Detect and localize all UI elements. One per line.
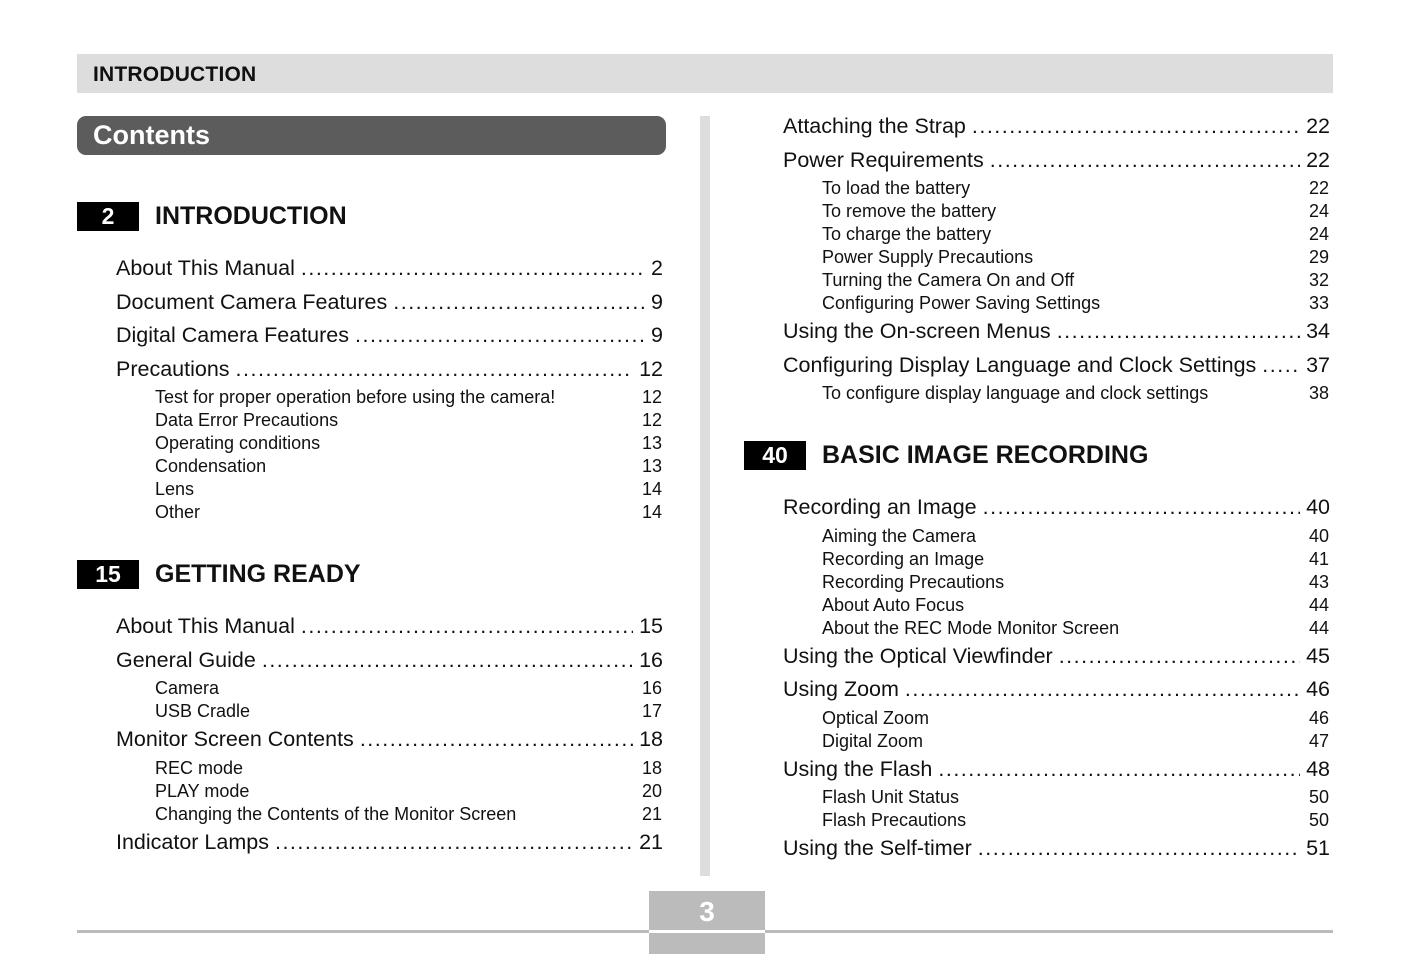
toc-entry-page: 48 xyxy=(1306,756,1330,781)
section-heading xyxy=(77,558,663,590)
toc-entry-page: 34 xyxy=(1306,319,1330,343)
contents-title-bar xyxy=(77,116,666,155)
toc-subentry-label: Condensation xyxy=(155,456,267,476)
toc-subentry[interactable] xyxy=(822,200,1330,223)
toc-entry-label: Document Camera Features xyxy=(116,289,388,314)
toc-entry-page: 15 xyxy=(639,614,663,638)
toc-subentry-page: 12 xyxy=(641,410,662,430)
toc-leader-dots xyxy=(905,673,1300,707)
toc-subentry-label: Recording an Image xyxy=(822,548,985,569)
toc-subentry-label: To load the battery xyxy=(822,178,971,198)
toc-entry[interactable] xyxy=(116,610,663,644)
toc-subentry[interactable] xyxy=(822,809,1330,832)
toc-entry-label: Using Zoom xyxy=(783,677,899,701)
toc-subentry-label: To configure display language and clock settings xyxy=(822,383,1209,403)
right-column xyxy=(744,110,1330,866)
toc-entry-page: 51 xyxy=(1306,836,1330,860)
toc-entry-label: About This Manual xyxy=(116,614,295,638)
section-number: 40 xyxy=(744,441,806,470)
toc-entry-page: 22 xyxy=(1306,114,1330,138)
toc-entry[interactable] xyxy=(116,353,663,387)
toc-leader-dots xyxy=(393,286,645,320)
toc-subentry[interactable] xyxy=(822,617,1330,640)
toc-subentry-page: 20 xyxy=(641,780,662,801)
toc-entry[interactable] xyxy=(116,644,663,678)
toc-subentry-page: 21 xyxy=(641,803,662,824)
toc-leader-dots xyxy=(938,753,1300,787)
toc-entry-page: 18 xyxy=(639,727,663,751)
toc-leader-dots xyxy=(990,144,1300,178)
toc-subentry-label: To charge the battery xyxy=(822,224,992,244)
toc-subentry[interactable] xyxy=(822,246,1330,269)
toc-leader-dots xyxy=(978,832,1300,866)
section-title: BASIC IMAGE RECORDING xyxy=(822,441,1149,469)
section-number: 15 xyxy=(77,560,139,589)
toc-leader-dots xyxy=(301,252,645,286)
toc-subentry-page: 13 xyxy=(641,456,662,476)
toc-entry-page: 21 xyxy=(639,829,663,854)
toc-entry[interactable] xyxy=(116,319,663,353)
toc-leader-dots xyxy=(1059,640,1300,674)
toc-subentry[interactable] xyxy=(822,594,1330,617)
toc-subentry[interactable] xyxy=(822,177,1330,200)
toc-subentry-page: 12 xyxy=(641,387,662,407)
toc-subentry[interactable] xyxy=(822,269,1330,292)
toc-subentry[interactable] xyxy=(822,548,1330,571)
toc-subentry[interactable] xyxy=(155,677,663,700)
toc-subentry-page: 44 xyxy=(1308,617,1329,638)
toc-subentry[interactable] xyxy=(822,223,1330,246)
toc-entry[interactable] xyxy=(783,349,1330,383)
toc-subentry-label: Aiming the Camera xyxy=(822,525,977,546)
toc-entry[interactable] xyxy=(116,286,663,320)
toc-subentry[interactable] xyxy=(822,292,1330,315)
toc-leader-dots xyxy=(983,491,1300,525)
toc-subentry-label: Flash Unit Status xyxy=(822,787,960,807)
toc-list xyxy=(783,110,1330,405)
toc-subentry-page: 24 xyxy=(1308,224,1329,244)
toc-subentry-label: Camera xyxy=(155,678,220,698)
toc-entry-page: 9 xyxy=(651,323,663,347)
toc-subentry[interactable] xyxy=(822,382,1330,405)
toc-subentry[interactable] xyxy=(822,707,1330,730)
toc-subentry-page: 43 xyxy=(1308,571,1329,592)
toc-entry-label: Configuring Display Language and Clock Settings xyxy=(783,352,1257,377)
toc-subentry-page: 50 xyxy=(1308,787,1329,807)
toc-subentry-page: 13 xyxy=(641,433,662,453)
toc-subentry[interactable] xyxy=(822,525,1330,548)
toc-subentry-label: Digital Zoom xyxy=(822,730,924,751)
toc-subentry-label: Recording Precautions xyxy=(822,571,1005,592)
toc-subentry-page: 33 xyxy=(1308,293,1329,313)
toc-entry[interactable] xyxy=(116,723,663,757)
toc-list xyxy=(783,491,1330,866)
toc-entry-label: Using the Self-timer xyxy=(783,836,972,860)
toc-entry-label: Precautions xyxy=(116,356,230,381)
toc-subentry-page: 24 xyxy=(1308,201,1329,221)
page-number: 3 xyxy=(699,896,715,927)
continued-entries xyxy=(744,110,1330,405)
header-bar xyxy=(77,54,1333,93)
section-title: GETTING READY xyxy=(155,560,361,588)
toc-leader-dots xyxy=(262,644,633,678)
toc-subentry-page: 32 xyxy=(1308,270,1329,290)
toc-entry[interactable] xyxy=(783,673,1330,707)
toc-subentry[interactable] xyxy=(155,455,663,478)
toc-subentry[interactable] xyxy=(155,757,663,780)
page-number-box xyxy=(649,891,765,954)
toc-leader-dots xyxy=(1262,349,1300,383)
toc-entry[interactable] xyxy=(783,110,1330,144)
toc-entry-label: Power Requirements xyxy=(783,147,984,172)
toc-subentry-page: 18 xyxy=(641,757,662,778)
toc-list xyxy=(116,610,663,859)
toc-subentry-label: About the REC Mode Monitor Screen xyxy=(822,617,1120,638)
toc-entry-label: Using the Flash xyxy=(783,756,933,781)
toc-entry[interactable] xyxy=(116,252,663,286)
toc-entry[interactable] xyxy=(116,826,663,860)
toc-subentry-page: 41 xyxy=(1308,548,1329,569)
toc-subentry-page: 14 xyxy=(641,479,662,499)
toc-entry[interactable] xyxy=(783,753,1330,787)
section-title: INTRODUCTION xyxy=(155,202,347,230)
toc-entry-label: About This Manual xyxy=(116,256,295,280)
toc-subentry-page: 47 xyxy=(1308,730,1329,751)
toc-subentry-label: Operating conditions xyxy=(155,433,321,453)
section-gap xyxy=(77,524,663,558)
toc-entry-page: 40 xyxy=(1306,495,1330,519)
toc-subentry[interactable] xyxy=(155,386,663,409)
section-heading xyxy=(77,200,663,232)
toc-subentry[interactable] xyxy=(822,786,1330,809)
toc-entry-label: Recording an Image xyxy=(783,495,977,519)
toc-entry-page: 12 xyxy=(639,356,663,381)
toc-subentry-page: 38 xyxy=(1308,383,1329,403)
column-divider xyxy=(700,116,710,876)
toc-list xyxy=(116,252,663,524)
section-heading xyxy=(744,439,1330,471)
page-title: Contents xyxy=(93,120,210,150)
toc-leader-dots xyxy=(236,353,634,387)
toc-entry-page: 45 xyxy=(1306,643,1330,668)
left-column xyxy=(77,200,663,859)
toc-subentry[interactable] xyxy=(155,478,663,501)
toc-subentry[interactable] xyxy=(822,730,1330,753)
toc-entry-label: Indicator Lamps xyxy=(116,829,269,854)
toc-subentry[interactable] xyxy=(155,501,663,524)
toc-subentry-label: REC mode xyxy=(155,757,244,778)
toc-subentry[interactable] xyxy=(155,432,663,455)
toc-leader-dots xyxy=(972,110,1300,144)
toc-subentry[interactable] xyxy=(155,803,663,826)
toc-subentry-page: 14 xyxy=(641,502,662,522)
toc-subentry-page: 17 xyxy=(641,701,662,721)
toc-entry-page: 9 xyxy=(651,289,663,314)
toc-subentry-label: To remove the battery xyxy=(822,201,997,221)
toc-subentry-label: Data Error Precautions xyxy=(155,410,339,430)
toc-entry[interactable] xyxy=(783,491,1330,525)
toc-subentry-label: PLAY mode xyxy=(155,780,250,801)
page-number-separator xyxy=(649,930,765,933)
toc-leader-dots xyxy=(301,610,633,644)
toc-entry-page: 46 xyxy=(1306,677,1330,701)
toc-subentry-page: 29 xyxy=(1308,247,1329,267)
toc-entry[interactable] xyxy=(783,144,1330,178)
toc-leader-dots xyxy=(355,319,645,353)
toc-entry[interactable] xyxy=(783,640,1330,674)
toc-subentry-label: Flash Precautions xyxy=(822,810,967,830)
toc-subentry-page: 40 xyxy=(1308,525,1329,546)
toc-entry-label: Using the Optical Viewfinder xyxy=(783,643,1053,668)
toc-entry-label: General Guide xyxy=(116,647,256,672)
toc-entry-page: 37 xyxy=(1306,352,1330,377)
section-number: 2 xyxy=(77,202,139,231)
toc-subentry-label: Optical Zoom xyxy=(822,707,930,728)
toc-entry-page: 16 xyxy=(639,647,663,672)
toc-subentry-page: 44 xyxy=(1308,594,1329,615)
toc-entry[interactable] xyxy=(783,832,1330,866)
section-gap xyxy=(744,405,1330,439)
toc-subentry[interactable] xyxy=(155,409,663,432)
toc-leader-dots xyxy=(275,826,633,860)
toc-subentry-label: Test for proper operation before using the camera! xyxy=(155,387,556,407)
toc-subentry-label: Turning the Camera On and Off xyxy=(822,270,1075,290)
toc-entry-label: Digital Camera Features xyxy=(116,323,350,347)
toc-subentry[interactable] xyxy=(155,700,663,723)
toc-leader-dots xyxy=(360,723,633,757)
toc-subentry-page: 50 xyxy=(1308,810,1329,830)
toc-entry-page: 2 xyxy=(651,256,663,280)
header-title: INTRODUCTION xyxy=(93,63,257,86)
toc-subentry-label: Lens xyxy=(155,479,195,499)
toc-subentry-label: Configuring Power Saving Settings xyxy=(822,293,1101,313)
toc-subentry-label: Changing the Contents of the Monitor Screen xyxy=(155,803,517,824)
toc-entry-label: Attaching the Strap xyxy=(783,114,966,138)
toc-subentry-label: Other xyxy=(155,502,201,522)
toc-subentry-label: About Auto Focus xyxy=(822,594,965,615)
toc-entry-page: 22 xyxy=(1306,147,1330,172)
toc-subentry[interactable] xyxy=(822,571,1330,594)
toc-subentry-label: Power Supply Precautions xyxy=(822,247,1034,267)
toc-entry-label: Monitor Screen Contents xyxy=(116,727,354,751)
toc-entry[interactable] xyxy=(783,315,1330,349)
toc-subentry[interactable] xyxy=(155,780,663,803)
toc-subentry-label: USB Cradle xyxy=(155,701,251,721)
toc-subentry-page: 46 xyxy=(1308,707,1329,728)
toc-entry-label: Using the On-screen Menus xyxy=(783,319,1051,343)
toc-subentry-page: 22 xyxy=(1308,178,1329,198)
toc-leader-dots xyxy=(1057,315,1300,349)
toc-subentry-page: 16 xyxy=(641,678,662,698)
